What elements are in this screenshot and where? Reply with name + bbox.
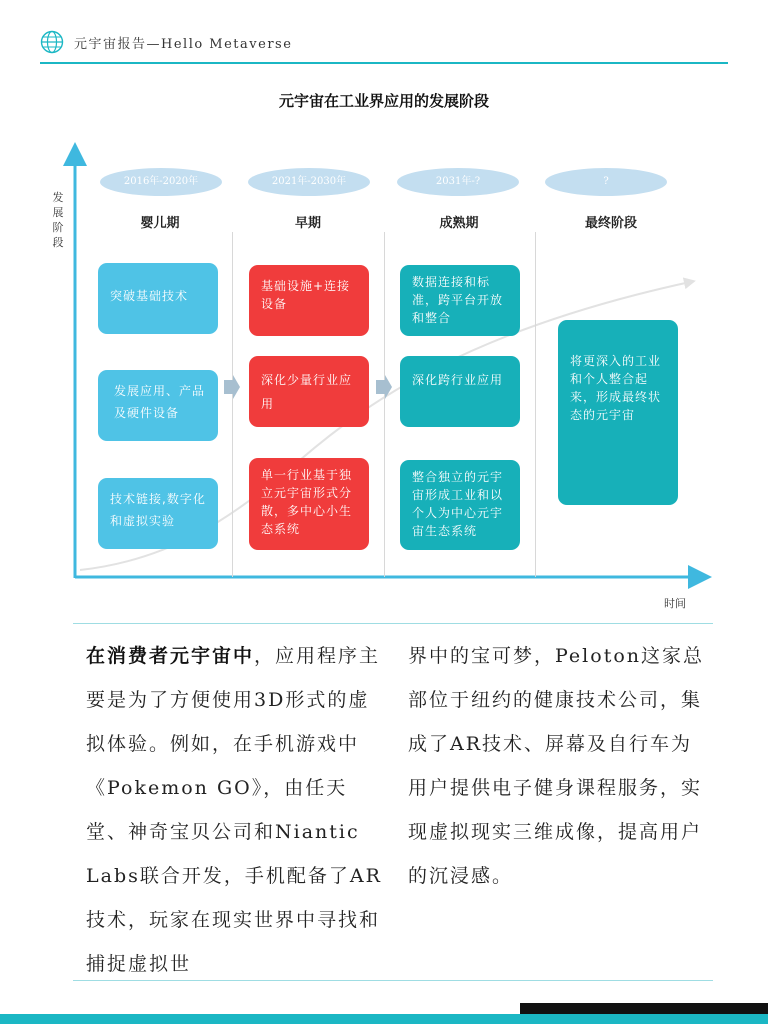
period-4: ? xyxy=(545,168,667,196)
stage-early: 早期 xyxy=(294,216,321,231)
final-box: 将更深入的工业和个人整合起来，形成最终状态的元宇宙 xyxy=(558,320,678,505)
y-axis-label: 发展阶段 xyxy=(52,191,64,249)
infant-box-1: 突破基础技术 xyxy=(98,263,218,334)
body-emphasis: 在消费者元宇宙中 xyxy=(86,645,255,667)
x-axis-label: 时间 xyxy=(664,597,686,610)
footer-bar xyxy=(0,1014,768,1024)
header-title: 元宇宙报告—Hello Metaverse xyxy=(74,37,293,52)
column-divider xyxy=(384,232,385,577)
body-column-1 xyxy=(86,634,388,986)
body-column-2: 界中的宝可梦，Peloton这家总部位于纽约的健康技术公司，集成了AR技术、屏幕及自行车为用户提供电子健身课程服务，实现虚拟现实三维成像，提高用户的沉浸感。 xyxy=(408,645,705,887)
chevron-right-icon xyxy=(375,374,393,400)
early-box-3: 单一行业基于独立元宇宙形式分散，多中心小生态系统 xyxy=(249,458,369,550)
body-bottom-divider xyxy=(73,980,713,981)
chevron-right-icon xyxy=(223,374,241,400)
period-3: 2031年-? xyxy=(397,168,519,196)
mature-box-1: 数据连接和标准，跨平台开放和整合 xyxy=(400,265,520,336)
stage-mature: 成熟期 xyxy=(439,216,479,231)
chart-title: 元宇宙在工业界应用的发展阶段 xyxy=(278,92,489,110)
early-box-1: 基础设施+连接设备 xyxy=(249,265,369,336)
body-text: ，应用程序主要是为了方便使用3D形式的虚拟体验。例如，在手机游戏中《Pokemon GO》，由任天堂、神奇宝贝公司和Niantic Labs联合开发，手机配备了AR 技术，玩家在现实世界中寻找和捕捉虚拟世 xyxy=(86,645,382,975)
period-1: 2016年-2020年 xyxy=(100,168,222,196)
stage-infant: 婴儿期 xyxy=(140,216,180,231)
infant-box-2: 发展应用、产品及硬件设备 xyxy=(98,370,218,441)
mature-box-2: 深化跨行业应用 xyxy=(400,356,520,427)
period-2: 2021年-2030年 xyxy=(248,168,370,196)
body-top-divider xyxy=(73,623,713,624)
early-box-2: 深化少量行业应用 xyxy=(249,356,369,427)
mature-box-3: 整合独立的元宇宙形成工业和以个人为中心元宇宙生态系统 xyxy=(400,460,520,550)
footer-bar-dark xyxy=(520,1003,768,1014)
column-divider xyxy=(232,232,233,577)
column-divider xyxy=(535,232,536,577)
infant-box-3: 技术链接,数字化和虚拟实验 xyxy=(98,478,218,549)
stage-final: 最终阶段 xyxy=(584,216,637,231)
